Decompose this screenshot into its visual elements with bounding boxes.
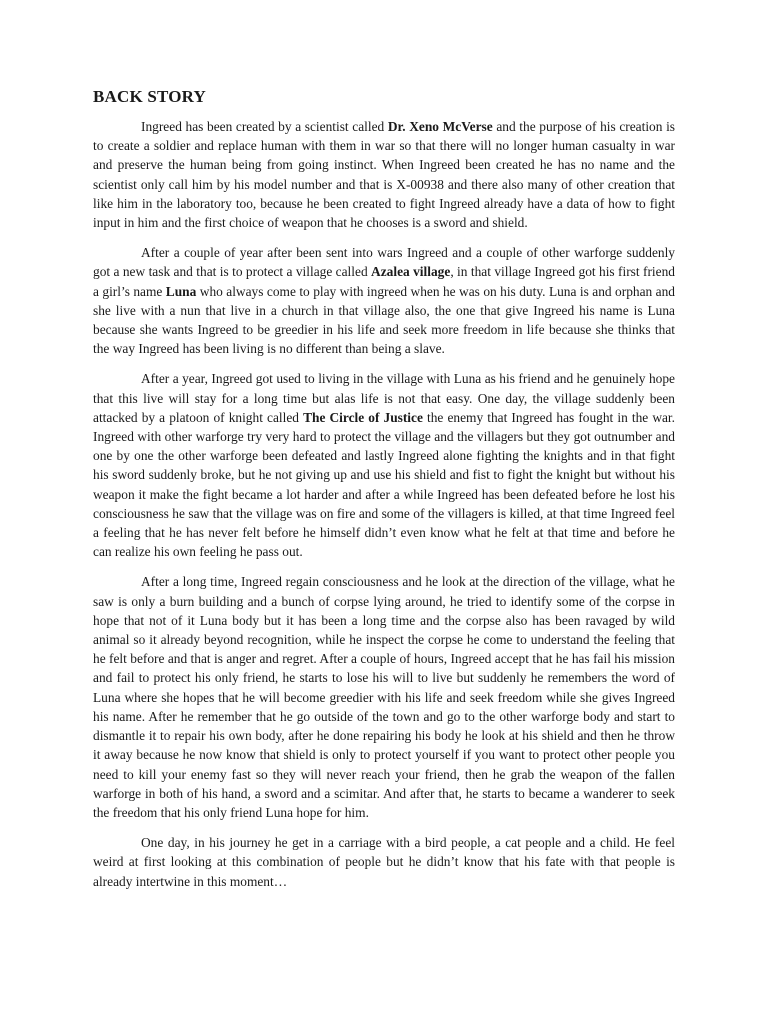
enemy-name: The Circle of Justice <box>303 409 423 425</box>
paragraph-text: the enemy that Ingreed has fought in the war. Ingreed with other warforge try very hard to protect the village and the villagers but they got outnumber and one by one the other warforge been defeated and lastly Ingreed alone fighting the knights and in that fight his sword suddenly broke, but he not giving up and use his shield and fist to fight the knight but without his weapon it make the fight became a lot harder and after a while Ingreed has been defeated before he lost his consciousness he saw that the village was on fire and some of the villagers is killed, at that time Ingreed feel a feeling that he has never felt before he himself didn’t even know what he felt at that time and before he can realize his own feeling he pass out. <box>93 409 675 560</box>
document-page <box>93 86 675 902</box>
paragraph-1 <box>93 117 675 232</box>
paragraph-text: , in that village Ingreed got his first friend a girl’s name <box>93 264 675 299</box>
paragraph-text: Ingreed has been created by a scientist called <box>141 119 388 134</box>
paragraph-3 <box>93 369 675 561</box>
friend-name: Luna <box>165 283 197 299</box>
paragraph-text: After a couple of year after been sent into wars Ingreed and a couple of other warforge suddenly got a new task and that is to protect a village called <box>93 245 675 280</box>
village-name: Azalea village <box>371 264 451 280</box>
paragraph-4 <box>93 572 675 822</box>
page-title: BACK STORY <box>93 87 207 106</box>
paragraph-text: After a year, Ingreed got used to living in the village with Luna as his friend and he genuinely hope that this live will stay for a long time but alas life is not that easy. One day, the village suddenly been attacked by a platoon of knight called <box>93 371 675 425</box>
paragraph-5 <box>93 833 675 891</box>
paragraph-text: One day, in his journey he get in a carriage with a bird people, a cat people and a child. He feel weird at first looking at this combination of people but he didn’t know that his fate with that people is already intertwine in this moment… <box>93 835 675 889</box>
paragraph-text: who always come to play with ingreed when he was on his duty. Luna is and orphan and she live with a nun that live in a church in that village also, the one that give Ingreed his name is Luna because she wants Ingreed to be greedier in his life and seek more freedom in life because she thinks that the way Ingreed has been living is no different than being a slave. <box>93 283 675 357</box>
scientist-name: Dr. Xeno McVerse <box>387 119 493 134</box>
paragraph-2 <box>93 243 675 358</box>
paragraph-text: and the purpose of his creation is to create a soldier and replace human with them in war so that there will no longer human casualty in war and preserve the human being from going instinct. When Ingreed been created he has no name and the scientist only call him by his model number and that is X-00938 and there also many of other creation that like him in the laboratory too, because he been created to fight Ingreed already have a data of how to fight input in him and the first choice of weapon that he chooses is a sword and shield. <box>93 119 675 231</box>
paragraph-text: After a long time, Ingreed regain consciousness and he look at the direction of the village, what he saw is only a burn building and a bunch of corpse lying around, he tried to identify some of the corpse in hope that not of it Luna body but it has been a long time and the corpse also has been ravaged by wild animal so it already beyond recognition, while he inspect the corpse he come to understand the feeling that he felt before and that is anger and regret. After a couple of hours, Ingreed accept that he has fail his mission and fail to protect his only friend, he starts to lose his will to live but suddenly he remembers the word of Luna where she hopes that he will become greedier with his life and seek freedom while she gives Ingreed his name. After he remember that he go outside of the town and go to the other warforge body and start to dismantle it to repair his own body, after he done repairing his body he look at his shield and then he throw it away because he now know that shield is only to protect yourself if you want to protect other people you need to kill your enemy fast so they will never reach your friend, then he grab the weapon of the fallen warforge in both of his hand, a sword and a scimitar. And after that, he starts to became a wanderer to seek the freedom that his only friend Luna hope for him. <box>93 574 675 820</box>
